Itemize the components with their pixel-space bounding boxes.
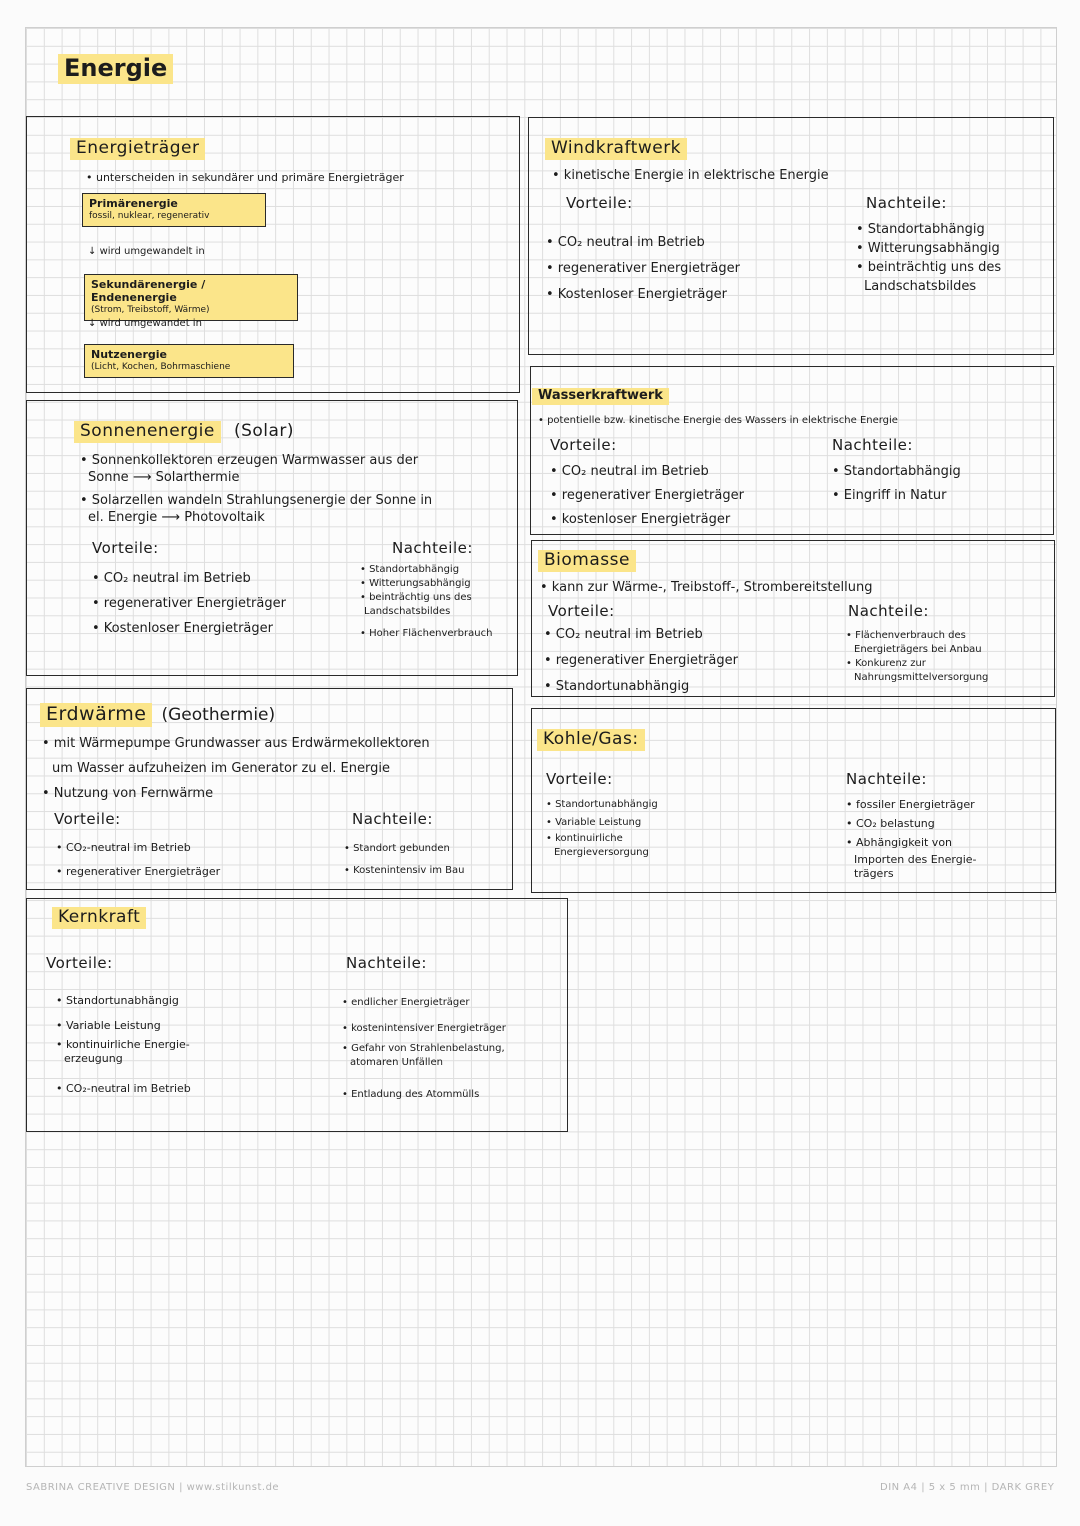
erdwaerme-heading-wrap	[40, 703, 275, 727]
erdwaerme-cons-label: Nachteile:	[352, 810, 433, 828]
erdwaerme-pro: • CO₂-neutral im Betrieb	[56, 841, 191, 854]
sonne-pro: • CO₂ neutral im Betrieb	[92, 571, 251, 586]
wind-con: • beinträchtig uns des	[856, 260, 1002, 275]
kohle-pro: • Variable Leistung	[546, 817, 642, 828]
kern-pros-label: Vorteile:	[46, 954, 113, 972]
energietraeger-heading-wrap	[70, 138, 205, 160]
footer-left: SABRINA CREATIVE DESIGN | www.stilkunst.de	[26, 1482, 280, 1493]
erdwaerme-line-3: • Nutzung von Fernwärme	[42, 786, 214, 801]
wind-intro: • kinetische Energie in elektrische Energie	[552, 168, 829, 183]
kohle-pros-label: Vorteile:	[546, 770, 613, 788]
erdwaerme-line-1: • mit Wärmepumpe Grundwasser aus Erdwärmekollektoren	[42, 736, 430, 751]
kohle-pros-list	[546, 796, 658, 860]
kern-heading: Kernkraft	[52, 907, 146, 929]
sonne-heading-wrap	[74, 421, 294, 443]
kern-pro: • Variable Leistung	[56, 1019, 161, 1032]
kern-pro: • Standortunabhängig	[56, 994, 179, 1007]
useful-energy-box	[84, 344, 294, 378]
kern-con: • Gefahr von Strahlenbelastung,	[342, 1043, 505, 1054]
biomasse-pro: • Standortunabhängig	[544, 679, 690, 694]
page-title-wrapper	[58, 54, 173, 84]
wasser-pros-list	[550, 460, 744, 532]
wasser-pros-label: Vorteile:	[550, 436, 617, 454]
sonne-line-3: • Solarzellen wandeln Strahlungsenergie der Sonne in	[80, 493, 433, 508]
wasser-intro: • potentielle bzw. kinetische Energie des Wassers in elektrische Energie	[538, 415, 898, 426]
wasser-pro: • kostenloser Energieträger	[550, 512, 731, 527]
erdwaerme-con: • Kostenintensiv im Bau	[344, 865, 465, 876]
erdwaerme-con: • Standort gebunden	[344, 843, 450, 854]
sonne-con: • Hoher Flächenverbrauch	[360, 628, 493, 639]
kern-con: • Entladung des Atommülls	[342, 1089, 480, 1100]
primary-energy-title: Primärenergie	[89, 197, 178, 210]
wasser-heading: Wasserkraftwerk	[532, 388, 669, 405]
secondary-energy-box	[84, 274, 298, 321]
kohle-pro: Energieversorgung	[554, 847, 649, 858]
wasser-con: • Standortabhängig	[832, 464, 961, 479]
sonne-pros-label: Vorteile:	[92, 539, 159, 557]
kohle-pro: • kontinuirliche	[546, 833, 623, 844]
sonne-line-2: Sonne ⟶ Solarthermie	[88, 470, 240, 485]
secondary-energy-sub: (Strom, Treibstoff, Wärme)	[91, 305, 210, 315]
kern-pro: erzeugung	[64, 1052, 123, 1065]
energietraeger-heading: Energieträger	[70, 138, 205, 160]
wasser-con: • Eingriff in Natur	[832, 488, 947, 503]
wind-cons-label: Nachteile:	[866, 194, 947, 212]
sonne-con: • Standortabhängig	[360, 564, 460, 575]
kohle-cons-label: Nachteile:	[846, 770, 927, 788]
kern-pro: • kontinuirliche Energie-	[56, 1038, 190, 1051]
kern-heading-wrap	[52, 907, 146, 929]
kohle-con: Importen des Energie-	[854, 853, 977, 866]
biomasse-con: Energieträgers bei Anbau	[854, 644, 982, 655]
footer-right: DIN A4 | 5 x 5 mm | DARK GREY	[880, 1482, 1055, 1493]
biomasse-heading-wrap	[538, 550, 636, 572]
primary-energy-box	[82, 193, 266, 227]
biomasse-pro: • regenerativer Energieträger	[544, 653, 738, 668]
kohle-pro: • Standortunabhängig	[546, 799, 658, 810]
kohle-heading-wrap	[537, 729, 645, 751]
wind-con: • Standortabhängig	[856, 222, 985, 237]
erdwaerme-pros-label: Vorteile:	[54, 810, 121, 828]
wind-con: • Witterungsabhängig	[856, 241, 1000, 256]
secondary-energy-title: Sekundärenergie / Endenenergie	[91, 278, 206, 304]
kohle-cons-list	[846, 795, 977, 880]
wasser-pro: • regenerativer Energieträger	[550, 488, 744, 503]
sonne-heading-extra: (Solar)	[233, 421, 295, 441]
erdwaerme-pro: • regenerativer Energieträger	[56, 865, 221, 878]
biomasse-con: Nahrungsmittelversorgung	[854, 672, 989, 683]
sonne-pro: • Kostenloser Energieträger	[92, 621, 273, 636]
erdwaerme-line-2: um Wasser aufzuheizen im Generator zu el. Energie	[52, 761, 390, 776]
erdwaerme-heading-extra: (Geothermie)	[161, 705, 276, 725]
wind-pro: • regenerativer Energieträger	[546, 261, 740, 276]
sonne-pro: • regenerativer Energieträger	[92, 596, 286, 611]
wind-pros-list	[546, 230, 740, 308]
sonne-heading: Sonnenenergie	[74, 421, 221, 443]
wasser-heading-wrap	[532, 384, 669, 405]
wind-heading: Windkraftwerk	[545, 138, 687, 160]
sonne-cons-list	[360, 563, 492, 641]
kern-cons-label: Nachteile:	[346, 954, 427, 972]
kern-pro: • CO₂-neutral im Betrieb	[56, 1082, 191, 1095]
wind-pros-label: Vorteile:	[566, 194, 633, 212]
arrow-2-label: wird umgewandet in	[99, 318, 202, 329]
kohle-con: • CO₂ belastung	[846, 817, 935, 830]
biomasse-pros-label: Vorteile:	[548, 602, 615, 620]
biomasse-pro: • CO₂ neutral im Betrieb	[544, 627, 703, 642]
useful-energy-sub: (Licht, Kochen, Bohrmaschiene	[91, 362, 231, 372]
useful-energy-title: Nutzenergie	[91, 348, 167, 361]
wind-pro: • Kostenloser Energieträger	[546, 287, 727, 302]
erdwaerme-heading: Erdwärme	[40, 703, 152, 727]
biomasse-con: • Flächenverbrauch des	[846, 630, 966, 641]
kern-pros-list	[56, 988, 191, 1101]
biomasse-heading: Biomasse	[538, 550, 636, 572]
biomasse-con: • Konkurenz zur	[846, 658, 926, 669]
sonne-line-4: el. Energie ⟶ Photovoltaik	[88, 510, 265, 525]
wind-con: Landschatsbildes	[864, 279, 977, 294]
kohle-con: trägers	[854, 867, 894, 880]
arrow-1: ↓ wird umgewandelt in	[88, 246, 205, 257]
wasser-pro: • CO₂ neutral im Betrieb	[550, 464, 709, 479]
biomasse-cons-label: Nachteile:	[848, 602, 929, 620]
kern-con: • endlicher Energieträger	[342, 997, 470, 1008]
sonne-cons-label: Nachteile:	[392, 539, 473, 557]
wind-cons-list	[856, 220, 1001, 296]
page-title: Energie	[58, 54, 173, 84]
erdwaerme-pros-list	[56, 836, 220, 884]
kohle-heading: Kohle/Gas:	[537, 729, 645, 751]
biomasse-cons-list	[846, 629, 988, 685]
kern-con: atomaren Unfällen	[350, 1057, 443, 1068]
primary-energy-sub: fossil, nuklear, regenerativ	[89, 211, 210, 221]
arrow-1-label: wird umgewandelt in	[99, 246, 205, 257]
sonne-con: • beinträchtig uns des	[360, 592, 472, 603]
sonne-line-1: • Sonnenkollektoren erzeugen Warmwasser aus der	[80, 453, 419, 468]
wind-heading-wrap	[545, 138, 687, 160]
energietraeger-intro: • unterscheiden in sekundärer und primäre Energieträger	[86, 171, 404, 184]
kern-cons-list	[342, 990, 506, 1108]
sonne-con: • Witterungsabhängig	[360, 578, 471, 589]
sonne-pros-list	[92, 566, 286, 641]
kern-con: • kostenintensiver Energieträger	[342, 1023, 506, 1034]
sonne-con: Landschatsbildes	[364, 606, 451, 617]
kohle-con: • Abhängigkeit von	[846, 836, 953, 849]
biomasse-pros-list	[544, 622, 738, 700]
wasser-cons-label: Nachteile:	[832, 436, 913, 454]
arrow-2: ↓ wird umgewandet in	[88, 318, 202, 329]
wind-pro: • CO₂ neutral im Betrieb	[546, 235, 705, 250]
biomasse-intro: • kann zur Wärme-, Treibstoff-, Strombereitstellung	[540, 580, 873, 595]
wasser-cons-list	[832, 460, 961, 508]
kohle-con: • fossiler Energieträger	[846, 798, 975, 811]
erdwaerme-cons-list	[344, 838, 465, 882]
